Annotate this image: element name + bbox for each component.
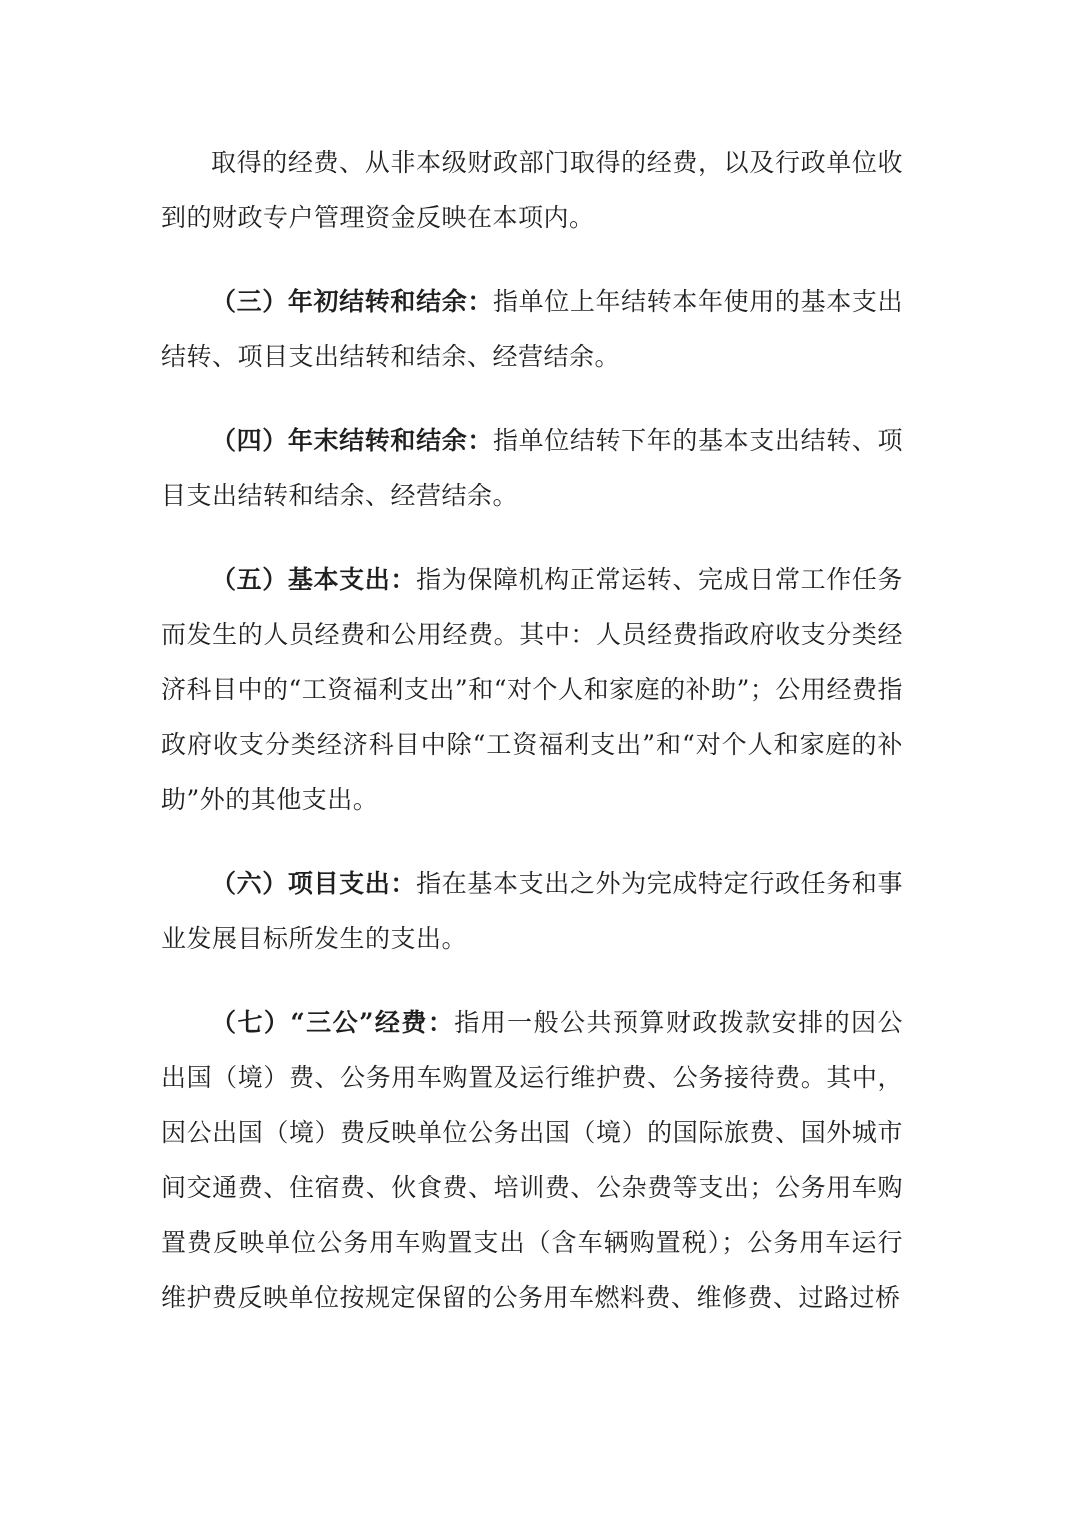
paragraph-item-3-text: 指单位上年结转本年使用的基本支出结转、项目支出结转和结余、经营结余。	[161, 287, 903, 371]
paragraph-item-5-text: 指为保障机构正常运转、完成日常工作任务而发生的人员经费和公用经费。其中：人员经费指政府收支分类经济科目中的“工资福利支出”和“对个人和家庭的补助”；公用经费指政府收支分类经济科目中除“工资福利支出”和“对个人和家庭的补助”外的其他支出。	[161, 565, 903, 814]
paragraph-continuation	[161, 135, 903, 245]
paragraph-continuation-text: 取得的经费、从非本级财政部门取得的经费，以及行政单位收到的财政专户管理资金反映在本项内。	[161, 148, 903, 232]
paragraph-item-3	[161, 274, 903, 384]
paragraph-item-6	[161, 856, 903, 966]
paragraph-item-3-term: （三）年初结转和结余：	[211, 287, 493, 316]
paragraph-item-4-text: 指单位结转下年的基本支出结转、项目支出结转和结余、经营结余。	[161, 426, 903, 510]
paragraph-item-5-term: （五）基本支出：	[211, 565, 417, 594]
paragraph-item-4-term: （四）年末结转和结余：	[211, 426, 493, 455]
paragraph-item-5	[161, 552, 903, 827]
paragraph-item-7	[161, 995, 903, 1325]
paragraph-item-6-term: （六）项目支出：	[211, 869, 417, 898]
paragraph-item-6-text: 指在基本支出之外为完成特定行政任务和事业发展目标所发生的支出。	[161, 869, 903, 953]
paragraph-item-7-text: 指用一般公共预算财政拨款安排的因公出国（境）费、公务用车购置及运行维护费、公务接待费。其中，因公出国（境）费反映单位公务出国（境）的国际旅费、国外城市间交通费、住宿费、伙食费、培训费、公杂费等支出；公务用车购置费反映单位公务用车购置支出（含车辆购置税）；公务用车运行维护费反映单位按规定保留的公务用车燃料费、维修费、过路过桥	[161, 1008, 903, 1312]
paragraph-item-4	[161, 413, 903, 523]
paragraph-item-7-term: （七）“三公”经费：	[211, 1008, 455, 1037]
